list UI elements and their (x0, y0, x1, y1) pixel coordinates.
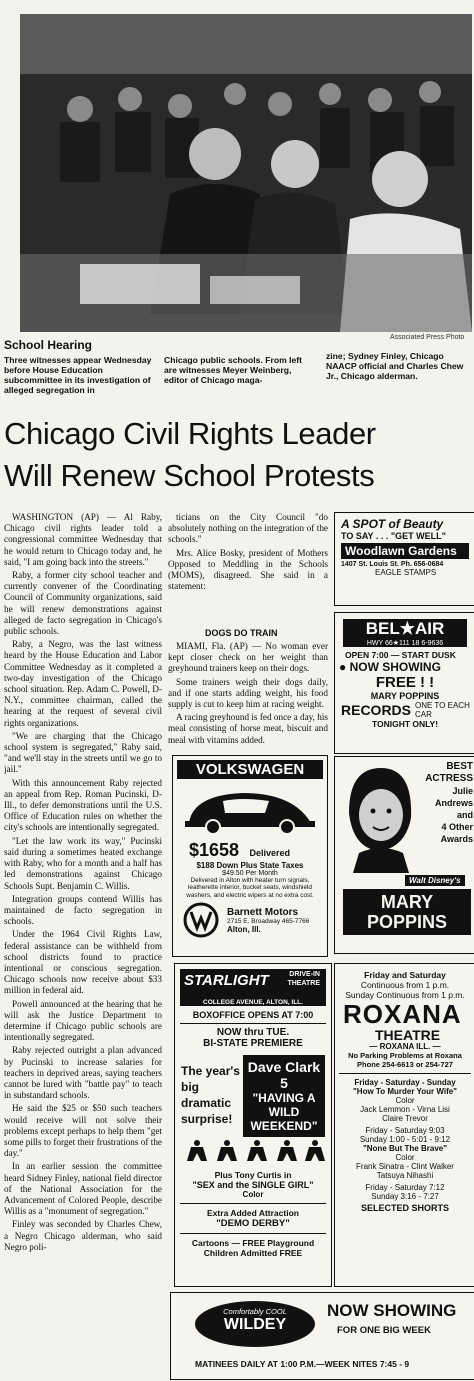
roxana-color2: Color (395, 1153, 415, 1162)
article-paragraph: "We are charging that the Chicago school system is segregated," Raby said, "and we'll stay in the streets until we go to jail." (4, 730, 162, 775)
spot-addr: 1407 St. Louis St. Ph. 656-0684 (341, 561, 444, 568)
belair-now: ● NOW SHOWING (339, 660, 441, 674)
roxana-jack: Jack Lemmon - Virna Lisi (360, 1105, 450, 1114)
wildey-comf: Comfortably COOL (223, 1307, 287, 1316)
roxana-name1: ROXANA (343, 999, 462, 1029)
starlight-having: "HAVING A WILD WEEKEND" (250, 1091, 318, 1133)
roxana-claire: Claire Trevor (382, 1114, 428, 1123)
article-paragraph: Raby rejected outright a plan advanced by Pucinski to increase salaries for teachers in deprived areas, saying teachers cannot be lured with "battle pay" to teach in substandard schools. (4, 1045, 162, 1101)
dogs-heading: DOGS DO TRAIN (205, 628, 278, 638)
roxana-parking: No Parking Problems at Roxana (348, 1051, 462, 1060)
roxana-brave: "None But The Brave" (362, 1144, 448, 1153)
mary-poppins-ad (334, 756, 474, 954)
starlight-sex: "SEX and the SINGLE GIRL" (192, 1180, 314, 1190)
article-paragraph: Under the 1964 Civil Rights Law, federal assistance can be withheld from school districts found to practice intentional or conscious segregation. Chicago schools now receive about $33 million in federal aid. (4, 929, 162, 996)
starlight-extra: Extra Added Attraction (207, 1208, 299, 1218)
article-paragraph: MIAMI, Fla. (AP) — No woman ever kept closer check on her weight than greyhound trainers keep on their dogs. (168, 641, 328, 674)
starlight-demo: "DEMO DERBY" (216, 1218, 290, 1229)
vw-city: Alton, Ill. (227, 924, 261, 934)
starlight-cartoons: Cartoons — FREE Playground (191, 1238, 315, 1248)
vw-logo-icon (183, 902, 219, 938)
starlight-dave: Dave Clark 5 (247, 1059, 321, 1091)
starlight-color: Color (242, 1190, 264, 1199)
headline-line2: Will Renew School Protests (4, 458, 375, 493)
vw-addr: 2715 E. Broadway 465-7766 (227, 917, 310, 925)
starlight-name: STARLIGHT (184, 972, 269, 989)
vw-dealer: Barnett Motors (227, 906, 299, 918)
belair-mp: MARY POPPINS (370, 691, 440, 701)
starlight-addr: COLLEGE AVENUE, ALTON, ILL. (180, 999, 326, 1006)
roxana-cont: Continuous from 1 p.m. (360, 980, 450, 990)
belair-free: FREE ! ! (375, 674, 435, 691)
roxana-phone: Phone 254-6613 or 254-727 (357, 1060, 453, 1069)
caption-col3: zine; Sydney Finley, Chicago NAACP official and Charles Chew Jr., Chicago alderman. (326, 351, 464, 381)
caption-kicker: School Hearing (4, 338, 93, 352)
starlight-theatre: THEATRE (287, 980, 320, 987)
poppins-disney: Walt Disney's (405, 875, 465, 886)
roxana-times2: Sunday 1:00 - 5:01 - 9:12 (359, 1135, 451, 1144)
caption-col2: Chicago public schools. From left are witnesses Meyer Weinberg, editor of Chicago maga- (164, 355, 302, 385)
volkswagen-ad (172, 755, 328, 957)
starlight-drivein: DRIVE-IN (289, 971, 320, 978)
article-paragraph: Powell announced at the hearing that he will ask the Justice Department to determine if Chicago public schools are intentionally segregated. (4, 998, 162, 1043)
starlight-years: The year's big dramatic surprise! (181, 1064, 240, 1126)
roxana-murder: "How To Murder Your Wife" (353, 1087, 457, 1096)
vw-down: $188 Down Plus State Taxes (196, 861, 304, 870)
starlight-box: BOXOFFICE OPENS AT 7:00 (192, 1010, 314, 1020)
wildey-name: WILDEY (223, 1316, 287, 1333)
roxana-fs: Friday and Saturday (364, 970, 446, 980)
poppins-and: and (456, 810, 473, 820)
belair-hwy: HWY 66★111 18 6-9636 (343, 639, 467, 647)
roxana-frank: Frank Sinatra - Clint Walker (356, 1162, 454, 1171)
roxana-sun: Sunday Continuous from 1 p.m. (345, 990, 465, 1000)
starlight-children: Children Admitted FREE (203, 1248, 303, 1258)
vw-brand: VOLKSWAGEN (177, 760, 323, 779)
starlight-plus: Plus Tony Curtis in (214, 1170, 292, 1180)
belair-tonight: TONIGHT ONLY! (371, 719, 439, 729)
poppins-julie: Julie (452, 786, 473, 796)
article-column-1 (4, 512, 162, 1374)
vw-delivered: Delivered (249, 848, 291, 858)
poppins-andrews: Andrews (434, 798, 473, 808)
roxana-times4: Sunday 3:16 - 7:27 (371, 1192, 439, 1201)
roxana-color: Color (395, 1096, 415, 1105)
woodlawn-gardens-ad (334, 512, 474, 606)
hearing-photo (20, 14, 472, 332)
roxana-tatsuya: Tatsuya Nihashi (376, 1171, 434, 1180)
beetle-car-icon (173, 783, 327, 835)
article-paragraph: Mrs. Alice Bosky, president of Mothers Opposed to Meddling in the Schools (MOMS), disagreed. She said in a statement: (168, 547, 328, 592)
article-paragraph: WASHINGTON (AP) — Al Raby, Chicago civil rights leader told a congressional committee Wednesday that he would return to Chicago today and, he said, "I am going back into the streets." (4, 512, 162, 567)
belair-open: OPEN 7:00 — START DUSK (345, 650, 456, 660)
wildey-week: FOR ONE BIG WEEK (337, 1325, 431, 1336)
article-column-2 (168, 512, 328, 612)
poppins-title1: MARY (380, 892, 434, 912)
roxana-days: Friday - Saturday - Sunday (354, 1078, 456, 1087)
poppins-title2: POPPINS (366, 912, 448, 932)
spot-stamps: EAGLE STAMPS (375, 568, 437, 577)
article-paragraph: ticians on the City Council "do absolutely nothing on the integration of the schools." (168, 512, 328, 545)
starlight-now: NOW thru TUE. (216, 1027, 290, 1038)
poppins-four: 4 Other (441, 822, 473, 832)
poppins-actress: ACTRESS (425, 773, 473, 784)
belair-records: RECORDS (341, 702, 412, 718)
julie-andrews-portrait-icon (339, 763, 419, 873)
poppins-best: BEST (446, 761, 473, 772)
roxana-shorts: SELECTED SHORTS (360, 1203, 449, 1213)
vw-desc: Delivered in Alton with heater turn signals, leatherette interior, bucket seats, windshield washers, and electric wipers at no extra cost. (186, 877, 314, 899)
article-paragraph: Raby, a Negro, was the last witness heard by the House Education and Labor Committee Wednesday as it completed a two-day investigation of the Chicago school situation. Rep. Adam C. Powell, D-N.Y., committee chairman, called the hearing at the request of several civil rights organizations. (4, 639, 162, 728)
wildey-theatre-ad (170, 1292, 474, 1380)
vw-price: $1658 (189, 840, 240, 860)
article-paragraph: Some trainers weigh their dogs daily, and if one starts adding weight, his food supply is cut to keep him at racing weight. (168, 676, 328, 710)
headline-line1: Chicago Civil Rights Leader (4, 416, 376, 451)
vw-monthly: $49.50 Per Month (222, 870, 278, 877)
wildey-mat: MATINEES DAILY AT 1:00 P.M.—WEEK NITES 7:45 - 9 (195, 1359, 410, 1369)
running-figures-icon (175, 1137, 331, 1165)
roxana-theatre-ad (334, 963, 474, 1287)
belair-one: ONE TO EACH CAR (415, 701, 470, 719)
article-paragraph: Raby, a former city school teacher and currently convener of the Coordinating Council of Community organizations, said he will renew demonstrations against alleged de facto segregation in Chicago's public schools. (4, 570, 162, 637)
roxana-city: — ROXANA ILL. — (369, 1042, 441, 1051)
bel-air-drive-in-ad (334, 612, 474, 754)
photo-credit: Associated Press Photo (390, 334, 465, 341)
starlight-bistate: BI-STATE PREMIERE (203, 1038, 303, 1049)
article-paragraph: In an earlier session the committee heard Sidney Finley, national field director of the National Association for the Advancement of Colored People, describe Willis as a "monument of segregation." (4, 1161, 162, 1217)
article-paragraph: Finley was seconded by Charles Chew, a Negro Chicago alderman, who said Negro poli- (4, 1219, 162, 1252)
poppins-awards: Awards (440, 834, 473, 844)
wildey-now: NOW SHOWING (327, 1301, 457, 1320)
spot-name: Woodlawn Gardens (341, 543, 469, 559)
dogs-article (168, 641, 328, 751)
caption-col1: Three witnesses appear Wednesday before House Education subcommittee in its investigation of alleged segregation in (4, 355, 152, 395)
article-paragraph: With this announcement Raby rejected an appeal from Rep. Roman Pucinski, D-Ill., to defer demonstrations until the U.S. Office of Education rules on whether the city's schools are intentionally segregated. (4, 777, 162, 833)
roxana-times1: Friday - Saturday 9:03 (365, 1126, 445, 1135)
roxana-name2: THEATRE (375, 1027, 441, 1043)
belair-name: BEL★AIR (343, 619, 467, 639)
starlight-theatre-ad (174, 963, 332, 1287)
spot-line1: A SPOT of Beauty (341, 517, 444, 531)
spot-line2: TO SAY . . . "GET WELL" (341, 531, 446, 541)
roxana-times3: Friday - Saturday 7:12 (365, 1183, 445, 1192)
article-paragraph: "Let the law work its way," Pucinski said during a sometimes heated exchange with Raby, who for a month and a half has led demonstrations against Chicago Schools Supt. Benjamin C. Willis. (4, 835, 162, 891)
article-paragraph: He said the $25 or $50 such teachers would receive will not solve their problems except perhaps to help them "get some pills to forget their frustrations of the day." (4, 1103, 162, 1159)
article-paragraph: Integration groups contend Willis has maintained de facto segregation in schools. (4, 893, 162, 927)
article-paragraph: A racing greyhound is fed once a day, his meal consisting of horse meat, biscuit and meal with vitamins added. (168, 712, 328, 745)
